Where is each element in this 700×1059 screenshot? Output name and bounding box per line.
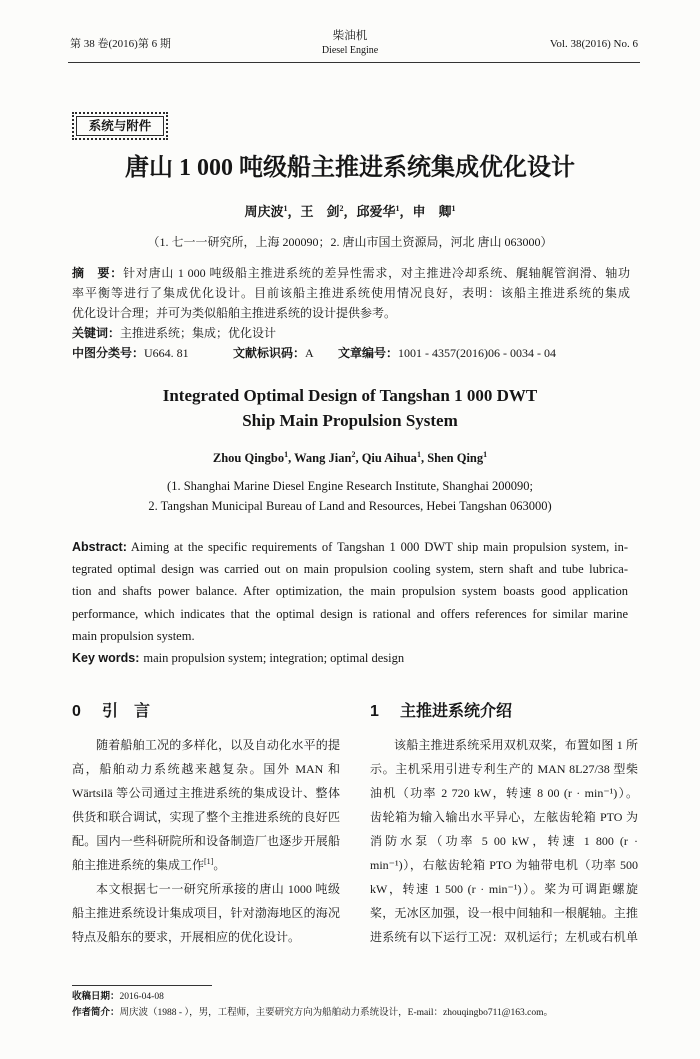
affiliation-cn: （1. 七一一研究所，上海 200090；2. 唐山市国土资源局，河北 唐山 063000） [147, 235, 553, 249]
author-name: 申 卿 [412, 204, 452, 219]
body-line: 齿轮箱为输入输出水平异心，左舷齿轮箱 PTO 为 [370, 810, 638, 824]
affiliation-marker: 1 [483, 450, 488, 459]
affiliation-marker: 1 [416, 450, 421, 459]
affiliation-marker: 2 [339, 204, 344, 213]
author-separator: ， [343, 204, 357, 219]
abstract-cn-line: 率平衡等进行了集成优化设计。目前该船主推进系统使用情况良好，表明：该船主推进系统的集成 [72, 286, 630, 300]
abstract-cn [72, 263, 630, 363]
affiliation-marker: 2 [351, 450, 356, 459]
article-number-label: 文章编号： [338, 346, 399, 360]
section-heading-system-intro [370, 701, 512, 723]
author-name: 邱爱华 [356, 204, 396, 219]
body-line: min⁻¹)），右舷齿轮箱 PTO 为轴带电机（功率 500 [370, 858, 638, 872]
journal-name-cn: 柴油机 [332, 30, 368, 42]
author-name: 王 剑 [300, 204, 340, 219]
author-name: Qiu Aihua [361, 451, 417, 465]
keywords-cn-value: 主推进系统；集成；优化设计 [120, 326, 277, 340]
body-line: 特点及船东的要求，开展相应的优化设计。 [72, 930, 301, 944]
body-line: 进系统有以下运行工况：双机运行；左机或右机单 [370, 930, 638, 944]
paper-title-en [0, 383, 700, 433]
document-code [233, 343, 314, 363]
author-bio-text: 周庆波（1988 - ），男，工程师，主要研究方向为船舶动力系统设计，E-mail：zhouqingbo711@163.com。 [119, 1008, 554, 1018]
author-separator: ， [287, 204, 301, 219]
body-line: 桨，无冰区加强，设一根中间轴和一根艉轴。主推 [370, 906, 638, 920]
author-separator: ， [399, 204, 413, 219]
volume-issue-cn: 第 38 卷(2016)第 6 期 [70, 38, 171, 50]
section-title: 主推进系统介绍 [400, 703, 513, 720]
clc-number [72, 343, 189, 363]
article-number-value: 1001 - 4357(2016)06 - 0034 - 04 [398, 346, 556, 360]
section-number: 0 [72, 703, 81, 720]
keywords-cn-label: 关键词： [72, 326, 121, 340]
body-column-right [370, 733, 638, 949]
received-date [72, 989, 640, 1005]
keywords-en [72, 647, 628, 669]
keywords-en-label: Key words: [72, 650, 140, 665]
author-list-cn [0, 204, 700, 220]
keywords-en-value: main propulsion system; integration; optimal design [143, 650, 405, 665]
article-number [338, 343, 556, 363]
author-separator: , [355, 451, 362, 465]
body-line: 消防水泵（功率 5 00 kW，转速 1 800 (r · [370, 834, 638, 848]
body-line: 该船主推进系统采用双机双桨，布置如图 1 所 [394, 738, 638, 752]
body-line: 船主推进系统设计集成项目，针对渤海地区的海况 [72, 906, 340, 920]
author-name: Zhou Qingbo [212, 451, 285, 465]
affiliation-marker: 1 [284, 450, 289, 459]
abstract-en [72, 536, 628, 669]
author-separator: , [420, 451, 428, 465]
body-line: 配。国内一些科研院所和设备制造厂也逐步开展船 [72, 834, 340, 848]
body-column-left [72, 733, 340, 949]
abstract-en-line [72, 536, 628, 558]
author-separator: , [288, 451, 295, 465]
clc-value: U664. 81 [144, 346, 189, 360]
body-line: kW，转速 1 500 (r · min⁻¹)）。桨为可调距螺旋 [370, 882, 638, 896]
author-name: 周庆波 [244, 204, 284, 219]
abstract-cn-line [72, 263, 630, 283]
volume-issue-en: Vol. 38(2016) No. 6 [549, 38, 638, 50]
footnote [72, 989, 640, 1021]
footnote-rule [72, 985, 212, 986]
body-line: 示。主机采用引进专利生产的 MAN 8L27/38 型柴 [370, 762, 638, 776]
section-number: 1 [370, 703, 379, 720]
abstract-cn-line: 优化设计合理；并可为类似船舶主推进系统的设计提供参考。 [72, 306, 397, 320]
body-line: 供货和联合调试，实现了整个主推进系统的良好匹 [72, 810, 340, 824]
abstract-en-text: Aiming at the specific requirements of Tangshan 1 000 DWT ship main propulsion system, in- [130, 540, 628, 554]
document-code-value: A [305, 346, 314, 360]
journal-name-en: Diesel Engine [321, 45, 379, 56]
abstract-en-label: Abstract: [72, 540, 127, 554]
paper-title-cn: 唐山 1 000 吨级船主推进系统集成优化设计 [125, 155, 575, 181]
header-rule [68, 62, 640, 63]
body-line: 本文根据七一一研究所承接的唐山 1000 吨级 [96, 882, 340, 896]
author-bio-label: 作者简介： [72, 1007, 120, 1018]
body-line: 油机（功率 2 720 kW，转速 8 00 (r · min⁻¹)）。 [370, 786, 638, 800]
affiliation-marker: 1 [283, 204, 288, 213]
body-line: 随着船舶工况的多样化，以及自动化水平的提 [96, 738, 340, 752]
affiliation-marker: 1 [395, 204, 400, 213]
body-line [72, 853, 340, 877]
received-date-label: 收稿日期： [72, 991, 120, 1002]
abstract-en-line: main propulsion system. [72, 628, 195, 643]
body-text: 。 [213, 858, 226, 872]
author-list-en [0, 450, 700, 466]
abstract-cn-text: 针对唐山 1 000 吨级船主推进系统的差异性需求，对主推进冷却系统、艉轴艉管润滑、轴功 [123, 266, 630, 280]
clc-label: 中图分类号： [72, 346, 145, 360]
abstract-cn-label: 摘 要： [72, 266, 124, 280]
running-header [0, 0, 700, 70]
keywords-cn [72, 323, 630, 343]
document-code-label: 文献标识码： [233, 346, 306, 360]
section-title: 引 言 [102, 703, 151, 720]
author-name: Shen Qing [427, 451, 484, 465]
journal-name [250, 28, 450, 57]
classification-line [72, 343, 630, 363]
abstract-en-line: tegrated optimal design was carried out on main propulsion cooling system, stern shaft and tube lubrica- [72, 562, 628, 577]
section-heading-introduction [72, 701, 150, 723]
abstract-en-line: tion and shafts power balance. After optimization, the main propulsion system boasts good application [72, 584, 628, 599]
column-label-box: 系统与附件 [72, 112, 168, 140]
body-text: 舶主推进系统的集成工作 [72, 858, 205, 872]
citation-marker: [1] [204, 857, 214, 866]
abstract-en-line: performance, which indicates that the optimal design is rational and offers references for similar marine [72, 606, 628, 621]
author-bio [72, 1005, 640, 1021]
paper-title-en-line: Integrated Optimal Design of Tangshan 1 000 DWT [162, 386, 538, 405]
body-line: Wärtsilä 等公司通过主推进系统的集成设计、整体 [72, 786, 340, 800]
affiliation-en-line: 2. Tangshan Municipal Bureau of Land and Resources, Hebei Tangshan 063000) [148, 499, 552, 513]
paper-title-en-line: Ship Main Propulsion System [242, 411, 458, 430]
author-name: Wang Jian [294, 451, 352, 465]
affiliation-en [0, 476, 700, 516]
affiliation-marker: 1 [451, 204, 456, 213]
received-date-value: 2016-04-08 [119, 992, 164, 1002]
body-line: 高，船舶动力系统越来越复杂。国外 MAN 和 [72, 762, 340, 776]
affiliation-en-line: (1. Shanghai Marine Diesel Engine Research Institute, Shanghai 200090; [167, 479, 533, 493]
